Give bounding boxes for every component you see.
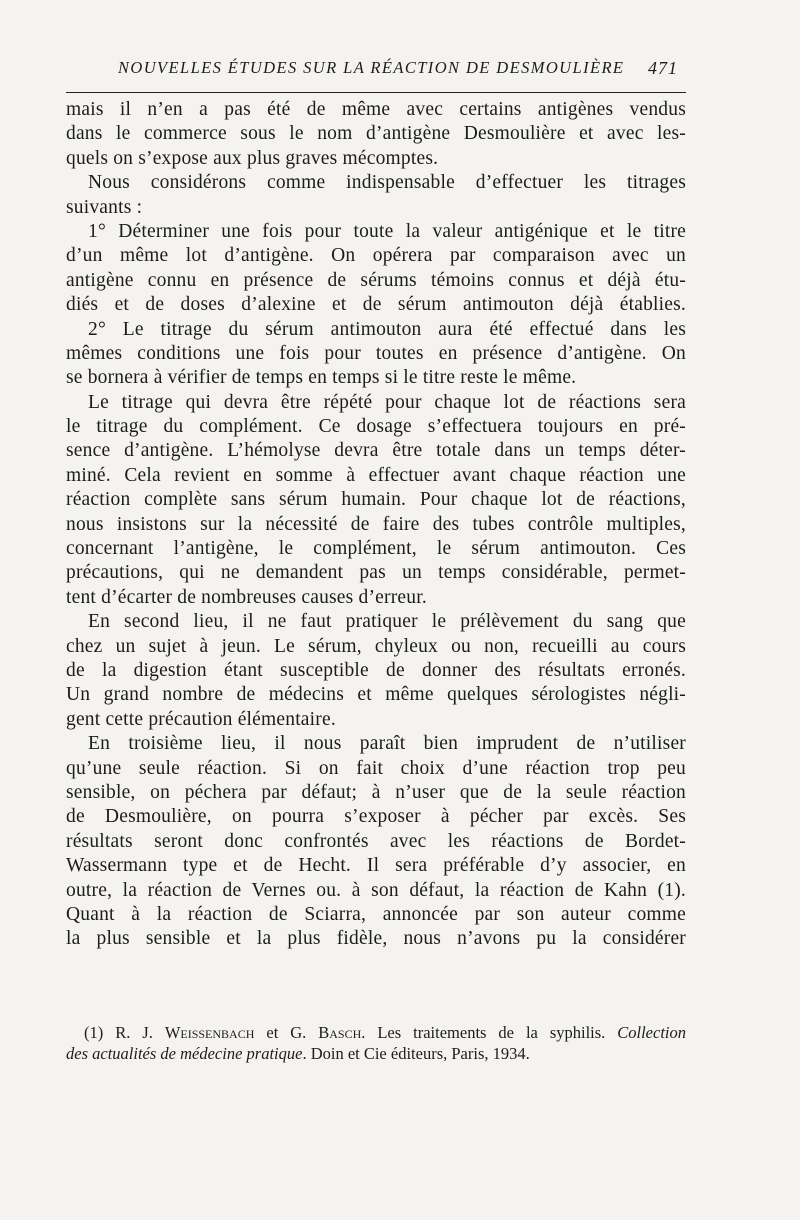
text-line: tent d’écarter de nombreuses causes d’erreur. [66,586,427,608]
footnote [66,1022,686,1064]
text-line: de la digestion étant susceptible de donner des résultats erronés. [66,659,686,681]
text-line: outre, la réaction de Vernes ou. à son défaut, la réaction de Kahn (1). [66,879,686,901]
text-line: quels on s’expose aux plus graves mécomptes. [66,147,439,169]
text-line: se bornera à vérifier de temps en temps si le titre reste le même. [66,367,577,389]
footnote-marker: (1) R. J. [84,1023,153,1042]
text-line: En second lieu, il ne faut pratiquer le prélèvement du sang que [88,611,686,633]
text-line: Wassermann type et de Hecht. Il sera préférable d’y associer, en [66,855,686,877]
text-line: Nous considérons comme indispensable d’effectuer les titrages [88,172,686,194]
text-line: mêmes conditions une fois pour toutes en présence d’antigène. On [66,342,686,364]
text-line: le titrage du complément. Ce dosage s’effectuera toujours en pré- [66,416,686,438]
text-line: sensible, on péchera par défaut; à n’user que de la seule réaction [66,781,686,803]
footnote-conjunction: et G. [254,1023,319,1042]
text-line: 2° Le titrage du sérum antimouton aura été effectué dans les [88,318,686,340]
text-line: dans le commerce sous le nom d’antigène Desmoulière et avec les- [66,123,686,145]
text-line: sence d’antigène. L’hémolyse devra être totale dans un temps déter- [66,440,686,462]
text-line: nous insistons sur la nécessité de faire des tubes contrôle multiples, [66,513,686,535]
text-line: d’un même lot d’antigène. On opérera par comparaison avec un [66,245,686,267]
page-number: 471 [648,58,678,78]
text-line: gent cette précaution élémentaire. [66,708,336,730]
text-line: la plus sensible et la plus fidèle, nous n’avons pu la considérer [66,928,686,950]
text-line: chez un sujet à jeun. Le sérum, chyleux ou non, recueilli au cours [66,635,686,657]
text-line: Un grand nombre de médecins et même quelques sérologistes négli- [66,684,686,706]
running-header [0,58,800,86]
footnote-collection-end: des actualités de médecine pratique [66,1044,303,1063]
text-line: Le titrage qui devra être répété pour chaque lot de réactions sera [88,391,686,413]
text-line: résultats seront donc confrontés avec les réactions de Bordet- [66,830,686,852]
footnote-collection-start: Collection [617,1023,686,1042]
text-line: de Desmoulière, on pourra s’exposer à pécher par excès. Ses [66,806,686,828]
header-rule [66,92,686,93]
footnote-publisher: . Doin et Cie éditeurs, Paris, 1934. [302,1044,530,1063]
text-line: miné. Cela revient en somme à effectuer avant chaque réaction une [66,464,686,486]
text-line: qu’une seule réaction. Si on fait choix d’une réaction trop peu [66,757,686,779]
footnote-author-1: Weissenbach [164,1023,255,1042]
text-line: précautions, qui ne demandent pas un temps considérable, permet- [66,562,686,584]
text-line: concernant l’antigène, le complément, le sérum antimouton. Ces [66,538,686,560]
footnote-line-2 [66,1043,686,1064]
text-line: 1° Déterminer une fois pour toute la valeur antigénique et le titre [88,220,686,242]
text-line: réaction complète sans sérum humain. Pour chaque lot de réactions, [66,489,686,511]
text-line: diés et de doses d’alexine et de sérum antimouton déjà établies. [66,294,686,316]
text-line: En troisième lieu, il nous paraît bien imprudent de n’utiliser [88,733,686,755]
footnote-author-2: Basch [318,1023,362,1042]
running-title: NOUVELLES ÉTUDES SUR LA RÉACTION DE DESMOULIÈRE [118,58,625,77]
footnote-title: . Les traitements de la syphilis. [361,1023,618,1042]
body-text [66,98,686,952]
footnote-line-1 [66,1022,686,1043]
text-line: antigène connu en présence de sérums témoins connus et déjà étu- [66,269,686,291]
text-line: mais il n’en a pas été de même avec certains antigènes vendus [66,99,686,120]
text-line: Quant à la réaction de Sciarra, annoncée par son auteur comme [66,903,686,925]
text-line: suivants : [66,196,143,218]
